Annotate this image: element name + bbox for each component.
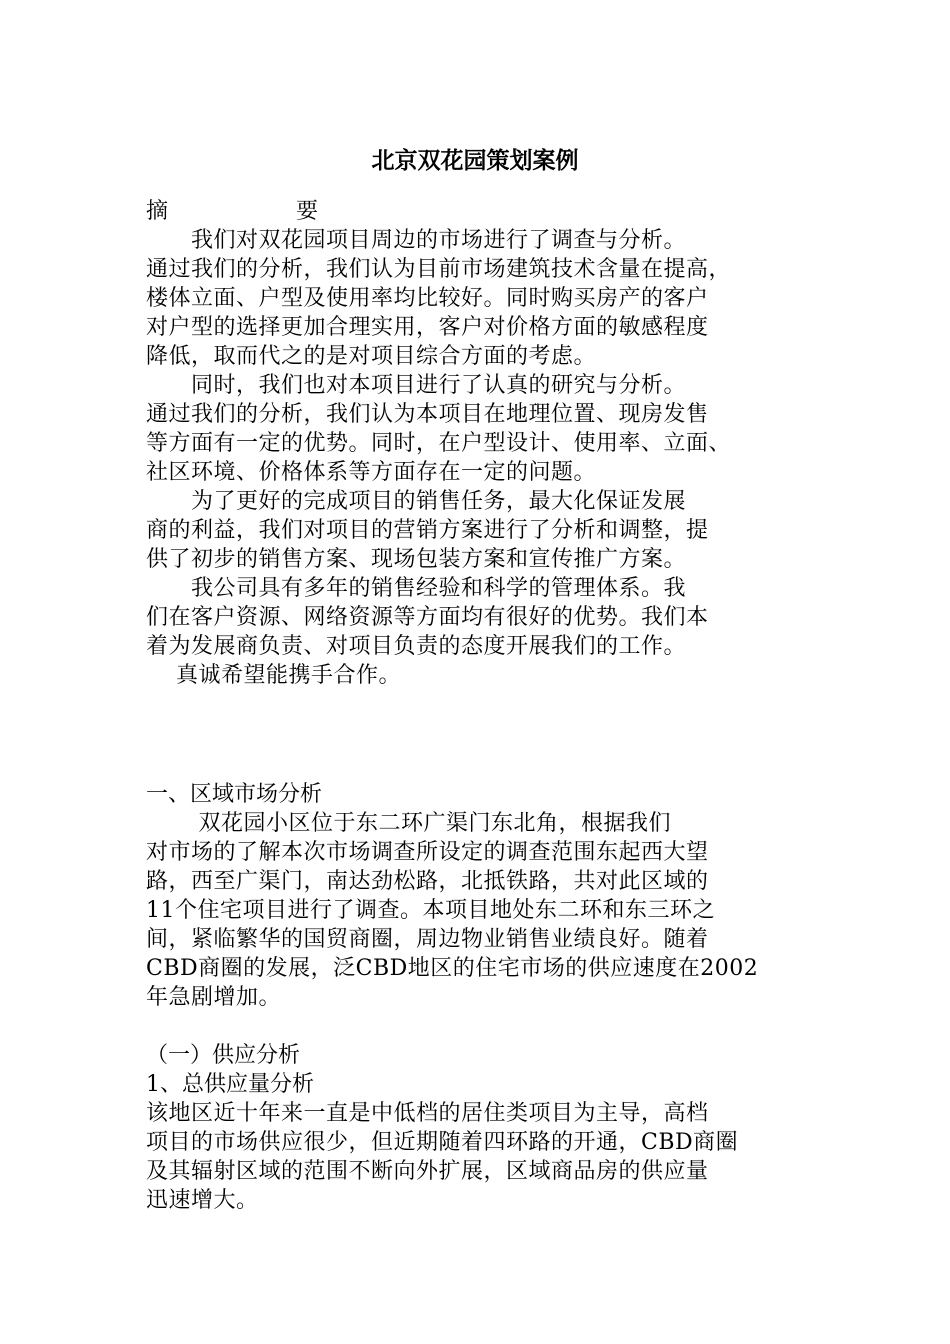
paragraph-line: 我公司具有多年的销售经验和科学的管理体系。我	[146, 576, 687, 601]
paragraph-line: 供了初步的销售方案、现场包装方案和宣传推广方案。	[146, 547, 687, 572]
section-heading: 一、区域市场分析	[146, 782, 323, 807]
paragraph-line: 为了更好的完成项目的销售任务，最大化保证发展	[146, 489, 687, 514]
paragraph-line: 及其辐射区域的范围不断向外扩展，区域商品房的供应量	[146, 1159, 709, 1184]
abstract-heading	[146, 197, 318, 226]
paragraph-line: 通过我们的分析，我们认为目前市场建筑技术含量在提高，	[146, 257, 732, 282]
paragraph-line: 通过我们的分析，我们认为本项目在地理位置、现房发售	[146, 402, 709, 427]
paragraph-line: 对市场的了解本次市场调查所设定的调查范围东起西大望	[146, 840, 709, 865]
subsection-body	[146, 1099, 806, 1215]
paragraph-line: 该地区近十年来一直是中低档的居住类项目为主导，高档	[146, 1101, 709, 1126]
paragraph-line: 真诚希望能携手合作。	[146, 663, 401, 688]
subsection-subheading: 1、总供应量分析	[146, 1072, 314, 1097]
paragraph-line: 路，西至广渠门，南达劲松路，北抵铁路，共对此区域的	[146, 869, 709, 894]
paragraph-line: 11个住宅项目进行了调查。本项目地处东二环和东三环之	[146, 898, 715, 923]
paragraph-line: 我们对双花园项目周边的市场进行了调查与分析。	[146, 228, 687, 253]
paragraph-line: 社区环境、价格体系等方面存在一定的问题。	[146, 460, 597, 485]
paragraph-line: 间，紧临繁华的国贸商圈，周边物业销售业绩良好。随着	[146, 927, 709, 952]
paragraph-line: 商的利益，我们对项目的营销方案进行了分析和调整，提	[146, 518, 709, 543]
paragraph-line: 着为发展商负责、对项目负责的态度开展我们的工作。	[146, 634, 687, 659]
paragraph-line: 双花园小区位于东二环广渠门东北角，根据我们	[146, 811, 671, 836]
paragraph-line: CBD商圈的发展，泛CBD地区的住宅市场的供应速度在2002	[146, 956, 759, 981]
abstract-heading-char-1: 摘	[146, 199, 169, 224]
paragraph-line: 等方面有一定的优势。同时，在户型设计、使用率、立面、	[146, 431, 732, 456]
abstract-heading-char-2: 要	[296, 199, 319, 224]
paragraph-line: 年急剧增加。	[146, 985, 282, 1010]
paragraph-line: 降低，取而代之的是对项目综合方面的考虑。	[146, 344, 597, 369]
document-title: 北京双花园策划案例	[371, 148, 579, 174]
paragraph-line: 迅速增大。	[146, 1188, 259, 1213]
paragraph-line: 对户型的选择更加合理实用，客户对价格方面的敏感程度	[146, 315, 709, 340]
subsection-heading: （一）供应分析	[146, 1043, 301, 1068]
section-body	[146, 809, 806, 1012]
paragraph-line: 楼体立面、户型及使用率均比较好。同时购买房产的客户	[146, 286, 709, 311]
abstract-body	[146, 226, 806, 690]
paragraph-line: 们在客户资源、网络资源等方面均有很好的优势。我们本	[146, 605, 709, 630]
paragraph-line: 项目的市场供应很少，但近期随着四环路的开通，CBD商圈	[146, 1130, 739, 1155]
paragraph-line: 同时，我们也对本项目进行了认真的研究与分析。	[146, 373, 687, 398]
